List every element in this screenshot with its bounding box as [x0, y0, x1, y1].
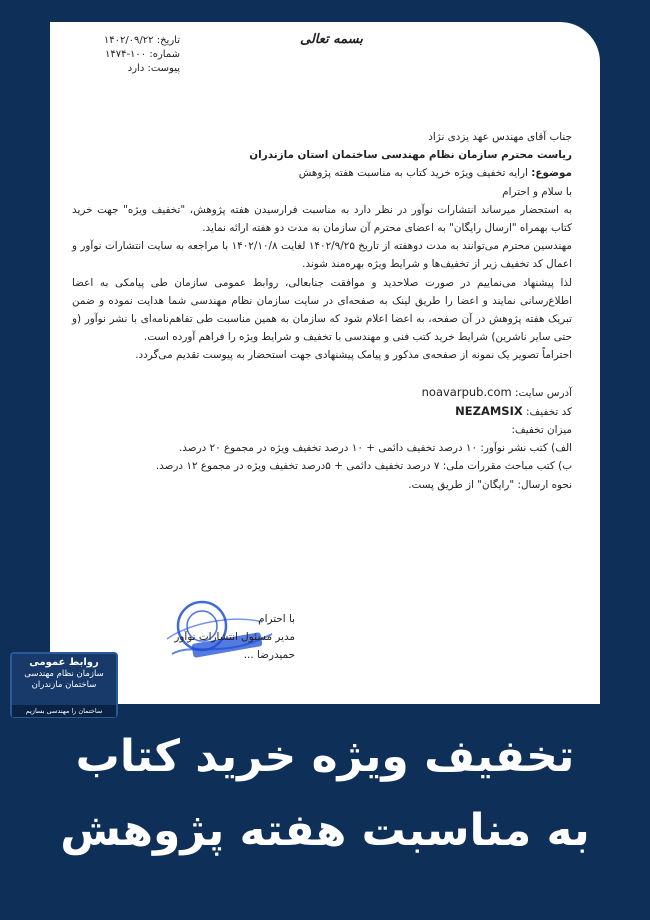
- letter-number: شماره: ۱۰۰-۱۴۷۴: [104, 49, 180, 60]
- discount-item-b: ب) کتب مباحث مقررات ملی: ۷ درصد تخفیف دائمی + ۵درصد تخفیف ویژه در مجموع ۱۲ درصد.: [155, 460, 572, 473]
- greeting-line: با سلام و احترام: [502, 185, 572, 198]
- logo-line-1: روابط عمومی: [29, 657, 99, 668]
- recipient-title: ریاست محترم سازمان نظام مهندسی ساختمان استان مازندران: [249, 149, 572, 162]
- discount-item-a: الف) کتب نشر نوآور: ۱۰ درصد تخفیف دائمی + ۱۰ درصد تخفیف ویژه در مجموع ۲۰ درصد.: [178, 442, 572, 455]
- subject-label: موضوع:: [531, 167, 572, 180]
- paragraph-3: لذا پیشنهاد می‌نماییم در صورت صلاحدید و موافقت جنابعالی، روابط عمومی سازمان طی پیامکی به اعضا اطلاع‌رسانی نمایند و اعضا را طریق لینک به صفحه‌ای در سایت سازمان نظام مهندسی شما هدایت نموده و ضمن تبریک هفته پژوهش در آن صفحه، به اعضا اعلام شود که سازمان به همین مناسبت طی تفاهم‌نامه‌ای با نشر نوآور (و حتی سایر ناشرین) شرایط خرید کتب فنی و مهندسی با تخفیف و شرایط ویژه را فراهم آورده است.: [72, 276, 572, 344]
- paragraph-2: مهندسین محترم می‌توانند به مدت دوهفته از تاریخ ۱۴۰۲/۹/۲۵ لغایت ۱۴۰۲/۱۰/۸ با مراجعه به سایت انتشارات نوآور و اعمال کد تخفیف زیر از تخفیف‌ها و شرایط ویژه بهره‌مند شوند.: [72, 240, 572, 271]
- site-value: noavarpub.com: [421, 384, 512, 399]
- letter-document: [50, 22, 600, 704]
- paragraph-4: احتراماً تصویر یک نمونه از صفحه‌ی مذکور و پیامک پیشنهادی جهت استحضار به پیوست تقدیم می‌گردد.: [135, 349, 572, 362]
- headline: [0, 720, 650, 868]
- spacer: [72, 365, 572, 383]
- code-label: کد تخفیف:: [526, 405, 572, 418]
- site-line: [72, 383, 572, 402]
- shipping-line: نحوه ارسال: "رایگان" از طریق پست.: [408, 478, 572, 491]
- site-label: آدرس سایت:: [515, 386, 572, 399]
- letter-attachment: پیوست: دارد: [127, 63, 180, 74]
- subject-line: [72, 164, 572, 182]
- letter-meta: [65, 34, 180, 76]
- signer-title: مدیر مسئول انتشارات نوآور: [174, 631, 295, 643]
- paragraph-1: به استحضار میرساند انتشارات نوآور در نظر دارد به مناسبت فرارسیدن هفته پژوهش، "تخفیف ویژه" جهت خرید کتاب بهمراه "ارسال رایگان" به اعضای محترم آن سازمان به مدت دو هفته ارائه نماید.: [72, 203, 572, 235]
- logo-slogan: ساختمان را مهندسی بسازیم: [12, 705, 116, 717]
- letter-sheet: [50, 22, 600, 704]
- signature-block: [155, 610, 295, 664]
- logo-line-3: ساختمان مازندران: [31, 680, 97, 690]
- recipient-line: جناب آقای مهندس عهد یزدی نژاد: [428, 131, 572, 143]
- closing-line: با احترام: [258, 613, 295, 625]
- letter-body: [72, 128, 572, 494]
- discount-heading: میزان تخفیف:: [511, 424, 572, 437]
- subject-text: ارایه تخفیف ویژه خرید کتاب به مناسبت هفته پژوهش: [298, 167, 528, 180]
- headline-line-1: تخفیف ویژه خرید کتاب: [75, 731, 575, 782]
- besmele-heading: بسمه تعالی: [300, 32, 363, 47]
- headline-line-2: به مناسبت هفته پژوهش: [60, 805, 590, 856]
- letter-date: تاریخ: ۱۴۰۲/۰۹/۲۲: [103, 35, 180, 46]
- pr-logo: [10, 652, 118, 718]
- code-line: [72, 402, 572, 421]
- signer-name: حمیدرضا ...: [243, 649, 295, 661]
- logo-line-2: سازمان نظام مهندسی: [24, 669, 104, 679]
- code-value: NEZAMSIX: [455, 403, 523, 418]
- sheet-corner-rounding: [560, 22, 600, 62]
- sheet-corner: [560, 22, 600, 62]
